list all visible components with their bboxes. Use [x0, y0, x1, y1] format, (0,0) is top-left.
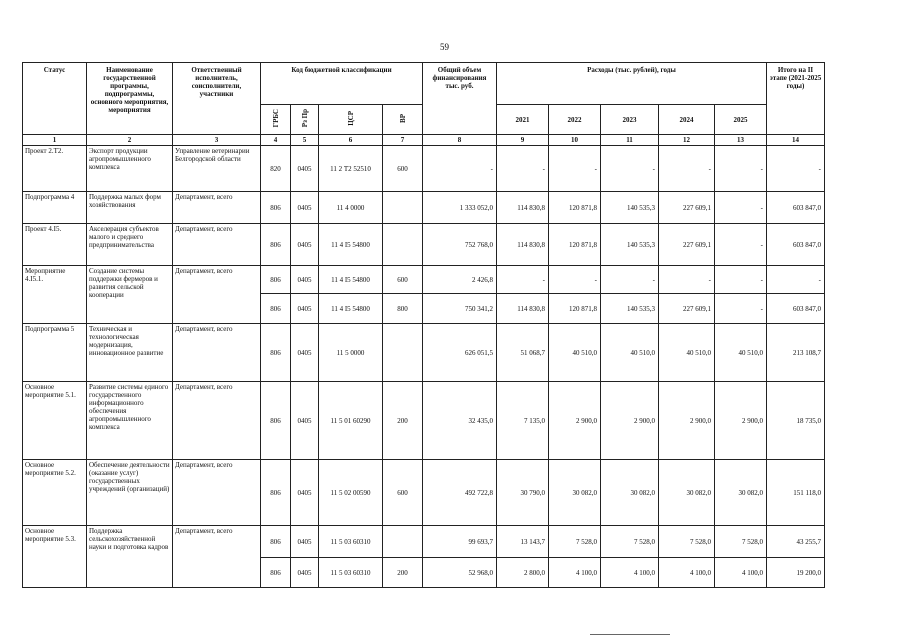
rzpr-cell: 0405 — [291, 192, 319, 224]
year-2021-cell: - — [497, 146, 549, 192]
year-2022-cell: - — [549, 266, 601, 294]
year-2024-cell: 2 900,0 — [659, 382, 715, 460]
year-2023-cell: 140 535,3 — [601, 192, 659, 224]
column-number: 3 — [173, 135, 261, 146]
status-cell: Основное мероприятие 5.1. — [23, 382, 87, 460]
status-cell: Подпрограмма 5 — [23, 324, 87, 382]
year-2022-cell: 120 871,8 — [549, 224, 601, 266]
csr-cell: 11 4 I5 54800 — [319, 224, 383, 266]
year-2021-cell: 2 800,0 — [497, 558, 549, 588]
year-2024-cell: 30 082,0 — [659, 460, 715, 526]
vr-cell — [383, 526, 423, 558]
name-cell: Обеспечение деятельности (оказание услуг) государственных учреждений (организаций) — [87, 460, 173, 526]
csr-cell: 11 5 0000 — [319, 324, 383, 382]
year-2025-cell: - — [715, 224, 767, 266]
name-cell: Техническая и технологическая модернизация, инновационное развитие — [87, 324, 173, 382]
grbs-cell: 806 — [261, 460, 291, 526]
total-cell: 32 435,0 — [423, 382, 497, 460]
year-2023-cell: 140 535,3 — [601, 294, 659, 324]
vr-cell — [383, 192, 423, 224]
header-program-name: Наименование государственной программы, подпрограммы, основного мероприятия, мероприятия — [87, 63, 173, 135]
header-budget-code: Код бюджетной классификации — [261, 63, 423, 105]
table-row — [23, 192, 825, 224]
header-grbs: ГРБС — [271, 109, 280, 128]
year-2024-cell: 227 609,1 — [659, 192, 715, 224]
stage-total-cell: - — [767, 266, 825, 294]
stage-total-cell: 603 847,0 — [767, 192, 825, 224]
status-cell: Подпрограмма 4 — [23, 192, 87, 224]
csr-cell: 11 4 I5 54800 — [319, 266, 383, 294]
status-cell: Основное мероприятие 5.3. — [23, 526, 87, 588]
column-number: 7 — [383, 135, 423, 146]
year-2021-cell: - — [497, 266, 549, 294]
total-cell: 2 426,8 — [423, 266, 497, 294]
rzpr-cell: 0405 — [291, 526, 319, 558]
year-2023-cell: - — [601, 146, 659, 192]
year-2021-cell: 30 790,0 — [497, 460, 549, 526]
rzpr-cell: 0405 — [291, 324, 319, 382]
name-cell: Поддержка малых форм хозяйствования — [87, 192, 173, 224]
column-number: 12 — [659, 135, 715, 146]
stage-total-cell: 213 108,7 — [767, 324, 825, 382]
total-cell: 99 693,7 — [423, 526, 497, 558]
year-2024-cell: 227 609,1 — [659, 294, 715, 324]
name-cell: Акселерация субъектов малого и среднего предпринимательства — [87, 224, 173, 266]
rzpr-cell: 0405 — [291, 266, 319, 294]
column-number: 5 — [291, 135, 319, 146]
total-cell: 626 051,5 — [423, 324, 497, 382]
executor-cell: Департамент, всего — [173, 460, 261, 526]
column-number: 8 — [423, 135, 497, 146]
year-2024-cell: 7 528,0 — [659, 526, 715, 558]
grbs-cell: 806 — [261, 266, 291, 294]
year-2021-cell: 7 135,0 — [497, 382, 549, 460]
status-cell: Основное мероприятие 5.2. — [23, 460, 87, 526]
year-2023-cell: 40 510,0 — [601, 324, 659, 382]
executor-cell: Департамент, всего — [173, 382, 261, 460]
stage-total-cell: 603 847,0 — [767, 224, 825, 266]
executor-cell: Управление ветеринарии Белгородской области — [173, 146, 261, 192]
csr-cell: 11 5 03 60310 — [319, 526, 383, 558]
vr-cell: 600 — [383, 460, 423, 526]
total-cell: 52 968,0 — [423, 558, 497, 588]
rzpr-cell: 0405 — [291, 558, 319, 588]
status-cell: Мероприятие 4.I5.1. — [23, 266, 87, 324]
page-number: 59 — [440, 42, 449, 52]
stage-total-cell: 151 118,0 — [767, 460, 825, 526]
column-number-row — [23, 135, 825, 146]
year-2025-cell: 4 100,0 — [715, 558, 767, 588]
header-total-stage: Итого на II этапе (2021-2025 годы) — [767, 63, 825, 135]
executor-cell: Департамент, всего — [173, 224, 261, 266]
header-year-2022: 2022 — [549, 105, 601, 135]
grbs-cell: 806 — [261, 294, 291, 324]
grbs-cell: 806 — [261, 324, 291, 382]
total-cell: - — [423, 146, 497, 192]
year-2025-cell: 30 082,0 — [715, 460, 767, 526]
year-2025-cell: - — [715, 294, 767, 324]
grbs-cell: 806 — [261, 558, 291, 588]
csr-cell: 11 5 02 00590 — [319, 460, 383, 526]
year-2023-cell: 7 528,0 — [601, 526, 659, 558]
year-2022-cell: 30 082,0 — [549, 460, 601, 526]
executor-cell: Департамент, всего — [173, 192, 261, 224]
status-cell: Проект 4.I5. — [23, 224, 87, 266]
year-2025-cell: - — [715, 266, 767, 294]
total-cell: 492 722,8 — [423, 460, 497, 526]
stage-total-cell: 18 735,0 — [767, 382, 825, 460]
total-cell: 752 768,0 — [423, 224, 497, 266]
executor-cell: Департамент, всего — [173, 526, 261, 588]
rzpr-cell: 0405 — [291, 294, 319, 324]
total-cell: 1 333 052,0 — [423, 192, 497, 224]
year-2023-cell: 4 100,0 — [601, 558, 659, 588]
stage-total-cell: 19 200,0 — [767, 558, 825, 588]
name-cell: Экспорт продукции агропромышленного комплекса — [87, 146, 173, 192]
name-cell: Развитие системы единого государственного информационного обеспечения агропромышленного комплекса — [87, 382, 173, 460]
csr-cell: 11 4 0000 — [319, 192, 383, 224]
year-2023-cell: 30 082,0 — [601, 460, 659, 526]
grbs-cell: 806 — [261, 224, 291, 266]
year-2025-cell: 2 900,0 — [715, 382, 767, 460]
column-number: 13 — [715, 135, 767, 146]
header-rzpr: Рз Пр — [300, 109, 309, 128]
rzpr-cell: 0405 — [291, 224, 319, 266]
footer-rule — [590, 634, 670, 635]
year-2021-cell: 114 830,8 — [497, 224, 549, 266]
stage-total-cell: - — [767, 146, 825, 192]
column-number: 1 — [23, 135, 87, 146]
year-2021-cell: 13 143,7 — [497, 526, 549, 558]
header-status: Статус — [23, 63, 87, 135]
table-row — [23, 324, 825, 382]
year-2024-cell: 227 609,1 — [659, 224, 715, 266]
year-2023-cell: 140 535,3 — [601, 224, 659, 266]
csr-cell: 11 5 01 60290 — [319, 382, 383, 460]
year-2023-cell: - — [601, 266, 659, 294]
table-row — [23, 266, 825, 294]
year-2024-cell: 4 100,0 — [659, 558, 715, 588]
column-number: 6 — [319, 135, 383, 146]
header-year-2024: 2024 — [659, 105, 715, 135]
executor-cell: Департамент, всего — [173, 324, 261, 382]
year-2025-cell: - — [715, 192, 767, 224]
vr-cell: 600 — [383, 146, 423, 192]
table-row — [23, 382, 825, 460]
vr-cell — [383, 324, 423, 382]
status-cell: Проект 2.Т2. — [23, 146, 87, 192]
vr-cell: 800 — [383, 294, 423, 324]
header-total-volume: Общий объем финансирования тыс. руб. — [423, 63, 497, 135]
year-2022-cell: 120 871,8 — [549, 192, 601, 224]
year-2022-cell: 4 100,0 — [549, 558, 601, 588]
column-number: 2 — [87, 135, 173, 146]
stage-total-cell: 43 255,7 — [767, 526, 825, 558]
year-2023-cell: 2 900,0 — [601, 382, 659, 460]
grbs-cell: 806 — [261, 526, 291, 558]
grbs-cell: 806 — [261, 192, 291, 224]
year-2024-cell: - — [659, 146, 715, 192]
column-number: 14 — [767, 135, 825, 146]
table-row — [23, 146, 825, 192]
year-2022-cell: 2 900,0 — [549, 382, 601, 460]
vr-cell: 200 — [383, 382, 423, 460]
rzpr-cell: 0405 — [291, 460, 319, 526]
header-csr: ЦСР — [346, 111, 355, 126]
rzpr-cell: 0405 — [291, 146, 319, 192]
vr-cell — [383, 224, 423, 266]
stage-total-cell: 603 847,0 — [767, 294, 825, 324]
year-2021-cell: 51 068,7 — [497, 324, 549, 382]
rzpr-cell: 0405 — [291, 382, 319, 460]
table-row — [23, 460, 825, 526]
year-2022-cell: 7 528,0 — [549, 526, 601, 558]
header-vr: ВР — [398, 114, 407, 123]
year-2021-cell: 114 830,8 — [497, 294, 549, 324]
year-2021-cell: 114 830,8 — [497, 192, 549, 224]
column-number: 10 — [549, 135, 601, 146]
table-row — [23, 526, 825, 558]
header-year-2025: 2025 — [715, 105, 767, 135]
year-2022-cell: 40 510,0 — [549, 324, 601, 382]
budget-table — [22, 62, 825, 588]
year-2025-cell: 40 510,0 — [715, 324, 767, 382]
year-2024-cell: 40 510,0 — [659, 324, 715, 382]
grbs-cell: 820 — [261, 146, 291, 192]
name-cell: Поддержка сельскохозяйственной науки и подготовка кадров — [87, 526, 173, 588]
year-2022-cell: 120 871,8 — [549, 294, 601, 324]
year-2025-cell: - — [715, 146, 767, 192]
header-year-2023: 2023 — [601, 105, 659, 135]
column-number: 4 — [261, 135, 291, 146]
year-2025-cell: 7 528,0 — [715, 526, 767, 558]
column-number: 9 — [497, 135, 549, 146]
column-number: 11 — [601, 135, 659, 146]
year-2024-cell: - — [659, 266, 715, 294]
csr-cell: 11 5 03 60310 — [319, 558, 383, 588]
year-2022-cell: - — [549, 146, 601, 192]
csr-cell: 11 4 I5 54800 — [319, 294, 383, 324]
header-executor: Ответственный исполнитель, соисполнители, участники — [173, 63, 261, 135]
vr-cell: 200 — [383, 558, 423, 588]
name-cell: Создание системы поддержки фермеров и развития сельской кооперации — [87, 266, 173, 324]
vr-cell: 600 — [383, 266, 423, 294]
header-year-2021: 2021 — [497, 105, 549, 135]
header-expenses: Расходы (тыс. рублей), годы — [497, 63, 767, 105]
grbs-cell: 806 — [261, 382, 291, 460]
table-row — [23, 224, 825, 266]
executor-cell: Департамент, всего — [173, 266, 261, 324]
csr-cell: 11 2 Т2 52510 — [319, 146, 383, 192]
total-cell: 750 341,2 — [423, 294, 497, 324]
